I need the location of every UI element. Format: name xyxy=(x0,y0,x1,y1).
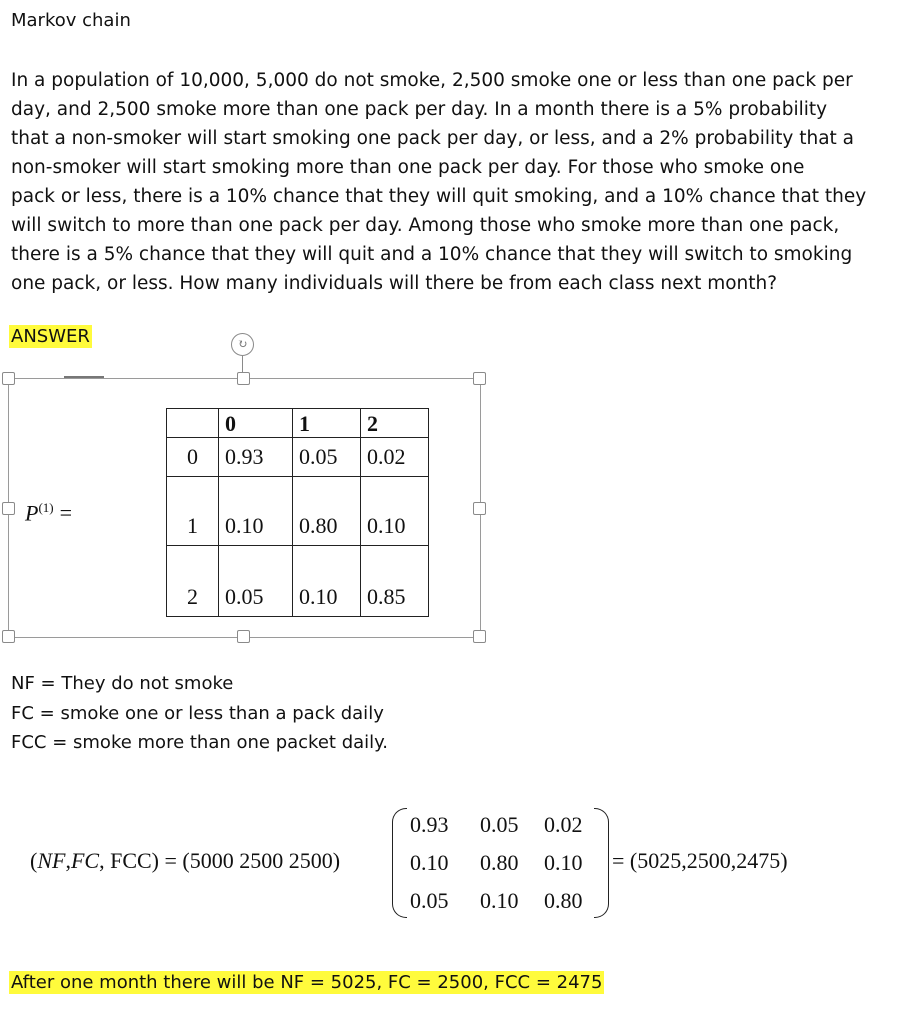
definition-fcc: FCC = smoke more than one packet daily. xyxy=(11,732,388,753)
resize-handle-bottom-right[interactable] xyxy=(473,630,486,643)
table-row xyxy=(167,438,429,477)
equation-lhs xyxy=(30,848,340,874)
problem-paragraph xyxy=(11,66,891,298)
table-header-cell: 0 xyxy=(219,409,293,438)
resize-handle-top-right[interactable] xyxy=(473,372,486,385)
transition-matrix-table xyxy=(166,408,429,617)
table-row xyxy=(167,477,429,546)
equation-var-fc: FC xyxy=(70,848,100,873)
rotate-handle-icon[interactable]: ↻ xyxy=(231,333,254,356)
paragraph-line: pack or less, there is a 10% chance that they will quit smoking, and a 10% chance that they xyxy=(11,186,867,207)
paragraph-line: one pack, or less. How many individuals will there be from each class next month? xyxy=(11,273,778,294)
answer-heading: ANSWER xyxy=(11,326,90,347)
table-header-row xyxy=(167,409,429,438)
paragraph-line: day, and 2,500 smoke more than one pack per day. In a month there is a 5% probability xyxy=(11,99,828,120)
table-row-label: 0 xyxy=(167,438,219,477)
table-cell: 0.10 xyxy=(361,477,429,546)
matrix-label xyxy=(25,500,72,526)
resize-handle-bottom-left[interactable] xyxy=(2,630,15,643)
definition-fc: FC = smoke one or less than a pack daily xyxy=(11,702,384,724)
matrix-row xyxy=(410,844,608,882)
matrix-left-bracket xyxy=(392,808,407,918)
table-cell: 0.05 xyxy=(293,438,361,477)
matrix-label-equals: = xyxy=(59,500,73,526)
equation-var-nf: NF xyxy=(37,848,66,873)
resize-handle-bottom-center[interactable] xyxy=(237,630,250,643)
table-cell: 0.02 xyxy=(361,438,429,477)
equation-rhs: = (5025,2500,2475) xyxy=(612,848,788,873)
matrix-cell: 0.80 xyxy=(544,888,583,913)
table-header-cell: 2 xyxy=(361,409,429,438)
matrix-cell: 0.80 xyxy=(480,850,519,875)
equation-open-paren: ( xyxy=(30,848,38,873)
definitions-list xyxy=(11,669,388,758)
definition-nf: NF = They do not smoke xyxy=(11,673,234,694)
table-row-label: 2 xyxy=(167,546,219,617)
table-cell: 0.85 xyxy=(361,546,429,617)
table-cell: 0.93 xyxy=(219,438,293,477)
matrix-cell: 0.05 xyxy=(480,812,519,837)
table-row-label: 1 xyxy=(167,477,219,546)
matrix-cell: 0.02 xyxy=(544,812,583,837)
table-header-cell: 1 xyxy=(293,409,361,438)
paragraph-line: there is a 5% chance that they will quit and a 10% chance that they will switch to smoking xyxy=(11,244,853,265)
conclusion-text: After one month there will be NF = 5025, FC = 2500, FCC = 2475 xyxy=(11,972,603,993)
equation-lhs-rest: , FCC) = (5000 2500 2500) xyxy=(99,848,341,873)
paragraph-line: will switch to more than one pack per day. Among those who smoke more than one pack, xyxy=(11,215,840,236)
matrix-cell: 0.05 xyxy=(410,888,449,913)
equation-sep: , xyxy=(65,848,71,873)
equation-matrix xyxy=(410,806,608,920)
table-cell: 0.10 xyxy=(293,546,361,617)
matrix-equation xyxy=(30,806,890,916)
matrix-cell: 0.93 xyxy=(410,812,449,837)
matrix-row xyxy=(410,882,608,920)
matrix-cell: 0.10 xyxy=(480,888,519,913)
matrix-label-superscript: (1) xyxy=(38,500,54,515)
resize-handle-middle-right[interactable] xyxy=(473,502,486,515)
resize-handle-top-center[interactable] xyxy=(237,372,250,385)
resize-handle-middle-left[interactable] xyxy=(2,502,15,515)
matrix-cell: 0.10 xyxy=(544,850,583,875)
paragraph-line: In a population of 10,000, 5,000 do not smoke, 2,500 smoke one or less than one pack per xyxy=(11,70,853,91)
matrix-label-symbol: P xyxy=(25,500,39,526)
table-row xyxy=(167,546,429,617)
paragraph-line: non-smoker will start smoking more than one pack per day. For those who smoke one xyxy=(11,157,805,178)
matrix-cell: 0.10 xyxy=(410,850,449,875)
table-cell: 0.80 xyxy=(293,477,361,546)
table-cell xyxy=(167,409,219,438)
table-cell: 0.05 xyxy=(219,546,293,617)
paragraph-line: that a non-smoker will start smoking one pack per day, or less, and a 2% probability that a xyxy=(11,128,855,149)
resize-handle-top-left[interactable] xyxy=(2,372,15,385)
matrix-right-bracket xyxy=(594,808,609,918)
document-title: Markov chain xyxy=(11,10,131,31)
table-cell: 0.10 xyxy=(219,477,293,546)
matrix-row xyxy=(410,806,608,844)
